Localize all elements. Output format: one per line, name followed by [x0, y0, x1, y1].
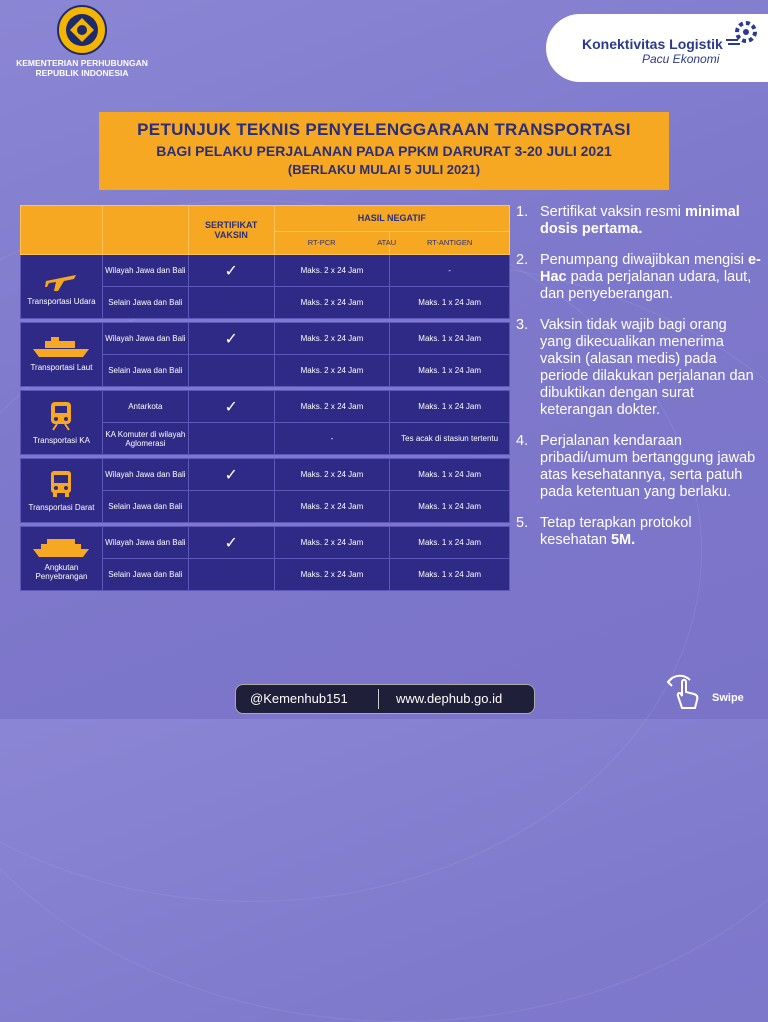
campaign-title: Konektivitas Logistik: [582, 36, 723, 52]
pcr-cell: Maks. 2 x 24 Jam: [274, 491, 390, 523]
pcr-cell: Maks. 2 x 24 Jam: [274, 255, 390, 287]
certificate-cell: [188, 559, 274, 591]
note-emphasis: e-Hac: [540, 252, 761, 285]
area-cell: Wilayah Jawa dan Bali: [102, 255, 188, 287]
area-cell: Selain Jawa dan Bali: [102, 491, 188, 523]
train-icon: [21, 400, 102, 434]
checkmark-icon: ✓: [224, 398, 238, 416]
ministry-emblem-icon: [56, 4, 108, 56]
transport-mode-cell: [21, 527, 103, 591]
note-text-part: Tetap terapkan protokol kesehatan: [540, 515, 692, 548]
antigen-cell: Tes acak di stasiun tertentu: [390, 423, 510, 455]
header-negative-result: HASIL NEGATIF: [274, 206, 509, 232]
note-text-part: pada perjalanan udara, laut, dan penyeberangan.: [540, 269, 752, 302]
note-text: [540, 433, 761, 501]
pcr-cell: -: [274, 423, 390, 455]
antigen-cell: Maks. 1 x 24 Jam: [390, 323, 510, 355]
table-row: [21, 323, 510, 355]
certificate-cell: [188, 287, 274, 319]
transport-mode-label: Transportasi Udara: [27, 297, 96, 306]
area-cell: Wilayah Jawa dan Bali: [102, 459, 188, 491]
pcr-cell: Maks. 2 x 24 Jam: [274, 287, 390, 319]
footer-divider: [378, 689, 379, 709]
antigen-cell: Maks. 1 x 24 Jam: [390, 459, 510, 491]
area-cell: Wilayah Jawa dan Bali: [102, 527, 188, 559]
note-item: [516, 252, 761, 303]
website-link[interactable]: www.dephub.go.id: [396, 691, 503, 706]
table-row: [21, 459, 510, 491]
transport-mode-label: Transportasi KA: [32, 436, 90, 445]
social-handle[interactable]: @Kemenhub151: [250, 691, 348, 706]
area-cell: Antarkota: [102, 391, 188, 423]
area-cell: Selain Jawa dan Bali: [102, 559, 188, 591]
bus-icon: [21, 469, 102, 501]
note-emphasis: minimal dosis pertama.: [540, 204, 740, 237]
area-cell: KA Komuter di wilayah Aglomerasi: [102, 423, 188, 455]
transport-mode-cell: [21, 391, 103, 455]
certificate-cell: [188, 527, 274, 559]
antigen-cell: Maks. 1 x 24 Jam: [390, 527, 510, 559]
transport-mode-label: Transportasi Laut: [30, 363, 93, 372]
header-pcr: RT-PCR: [307, 238, 336, 248]
header-certificate: SERTIFIKAT VAKSIN: [188, 206, 274, 255]
org-name-line1: KEMENTERIAN PERHUBUNGAN: [16, 58, 148, 68]
checkmark-icon: ✓: [224, 262, 238, 280]
antigen-cell: Maks. 1 x 24 Jam: [390, 287, 510, 319]
transport-mode-label: Angkutan Penyebrangan: [35, 562, 88, 581]
org-name-line2: REPUBLIK INDONESIA: [35, 68, 129, 78]
table-row: [21, 527, 510, 559]
note-text-part: Sertifikat vaksin resmi: [540, 204, 686, 220]
swipe-hand-icon: [664, 668, 708, 712]
checkmark-icon: ✓: [224, 330, 238, 348]
ship-icon: [21, 337, 102, 361]
banner-title: PETUNJUK TEKNIS PENYELENGGARAAN TRANSPORTASI: [137, 120, 631, 139]
certificate-cell: [188, 323, 274, 355]
checkmark-icon: ✓: [224, 466, 238, 484]
note-text: [540, 252, 761, 303]
area-cell: Wilayah Jawa dan Bali: [102, 323, 188, 355]
antigen-cell: -: [390, 255, 510, 287]
pcr-cell: Maks. 2 x 24 Jam: [274, 323, 390, 355]
note-item: [516, 204, 761, 238]
campaign-badge: [546, 14, 768, 82]
checkmark-icon: ✓: [224, 534, 238, 552]
note-number: 1.: [516, 204, 529, 220]
area-cell: Selain Jawa dan Bali: [102, 355, 188, 387]
note-number: 4.: [516, 433, 529, 449]
transport-mode-cell: [21, 323, 103, 387]
note-text: [540, 204, 761, 238]
note-number: 2.: [516, 252, 529, 268]
table-row: [21, 391, 510, 423]
banner-effective-date: (BERLAKU MULAI 5 JULI 2021): [287, 162, 481, 177]
requirements-table: [20, 205, 510, 591]
note-item: [516, 317, 761, 419]
certificate-cell: [188, 423, 274, 455]
certificate-cell: [188, 355, 274, 387]
antigen-cell: Maks. 1 x 24 Jam: [390, 559, 510, 591]
swipe-hint[interactable]: [664, 668, 764, 712]
note-item: [516, 515, 761, 549]
header-area-cell: [102, 206, 188, 255]
transport-mode-cell: [21, 459, 103, 523]
ministry-logo: [12, 4, 152, 78]
certificate-cell: [188, 459, 274, 491]
notes-list: [516, 204, 761, 563]
banner-subtitle: BAGI PELAKU PERJALANAN PADA PPKM DARURAT 3-20 JULI 2021: [156, 143, 612, 159]
transport-mode-cell: [21, 255, 103, 319]
transport-mode-label: Transportasi Darat: [28, 503, 95, 512]
note-number: 3.: [516, 317, 529, 333]
note-item: [516, 433, 761, 501]
note-text: [540, 317, 761, 419]
campaign-subtitle: Pacu Ekonomi: [642, 52, 720, 66]
pcr-cell: Maks. 2 x 24 Jam: [274, 355, 390, 387]
header-or: ATAU: [377, 238, 397, 248]
header-antigen: RT-ANTIGEN: [390, 231, 510, 254]
header-mode-cell: [21, 206, 103, 255]
certificate-cell: [188, 391, 274, 423]
pcr-cell: Maks. 2 x 24 Jam: [274, 459, 390, 491]
table-row: [21, 255, 510, 287]
pcr-cell: Maks. 2 x 24 Jam: [274, 559, 390, 591]
note-number: 5.: [516, 515, 529, 531]
airplane-icon: [21, 267, 102, 295]
note-emphasis: 5M.: [610, 532, 636, 548]
title-banner: [99, 112, 669, 190]
note-text-part: Vaksin tidak wajib bagi orang yang dikecualikan menerima vaksin (alasan medis) pada periode dilakukan perjalanan dan dibuktikan dengan surat keterangan dokter.: [540, 317, 754, 418]
antigen-cell: Maks. 1 x 24 Jam: [390, 491, 510, 523]
footer-bar: [235, 684, 535, 714]
area-cell: Selain Jawa dan Bali: [102, 287, 188, 319]
header-pcr-cell: [274, 231, 397, 254]
certificate-cell: [188, 255, 274, 287]
swipe-label: Swipe: [712, 692, 744, 704]
certificate-cell: [188, 491, 274, 523]
table-body: [21, 255, 510, 591]
ferry-icon: [21, 537, 102, 561]
antigen-cell: Maks. 1 x 24 Jam: [390, 391, 510, 423]
note-text-part: Penumpang diwajibkan mengisi: [540, 252, 748, 268]
pcr-cell: Maks. 2 x 24 Jam: [274, 527, 390, 559]
pcr-cell: Maks. 2 x 24 Jam: [274, 391, 390, 423]
note-text: [540, 515, 761, 549]
antigen-cell: Maks. 1 x 24 Jam: [390, 355, 510, 387]
note-text-part: Perjalanan kendaraan pribadi/umum bertanggung jawab atas kesehatannya, serta patuh pada ketentuan yang berlaku.: [540, 433, 756, 500]
gear-icon: [726, 18, 760, 52]
